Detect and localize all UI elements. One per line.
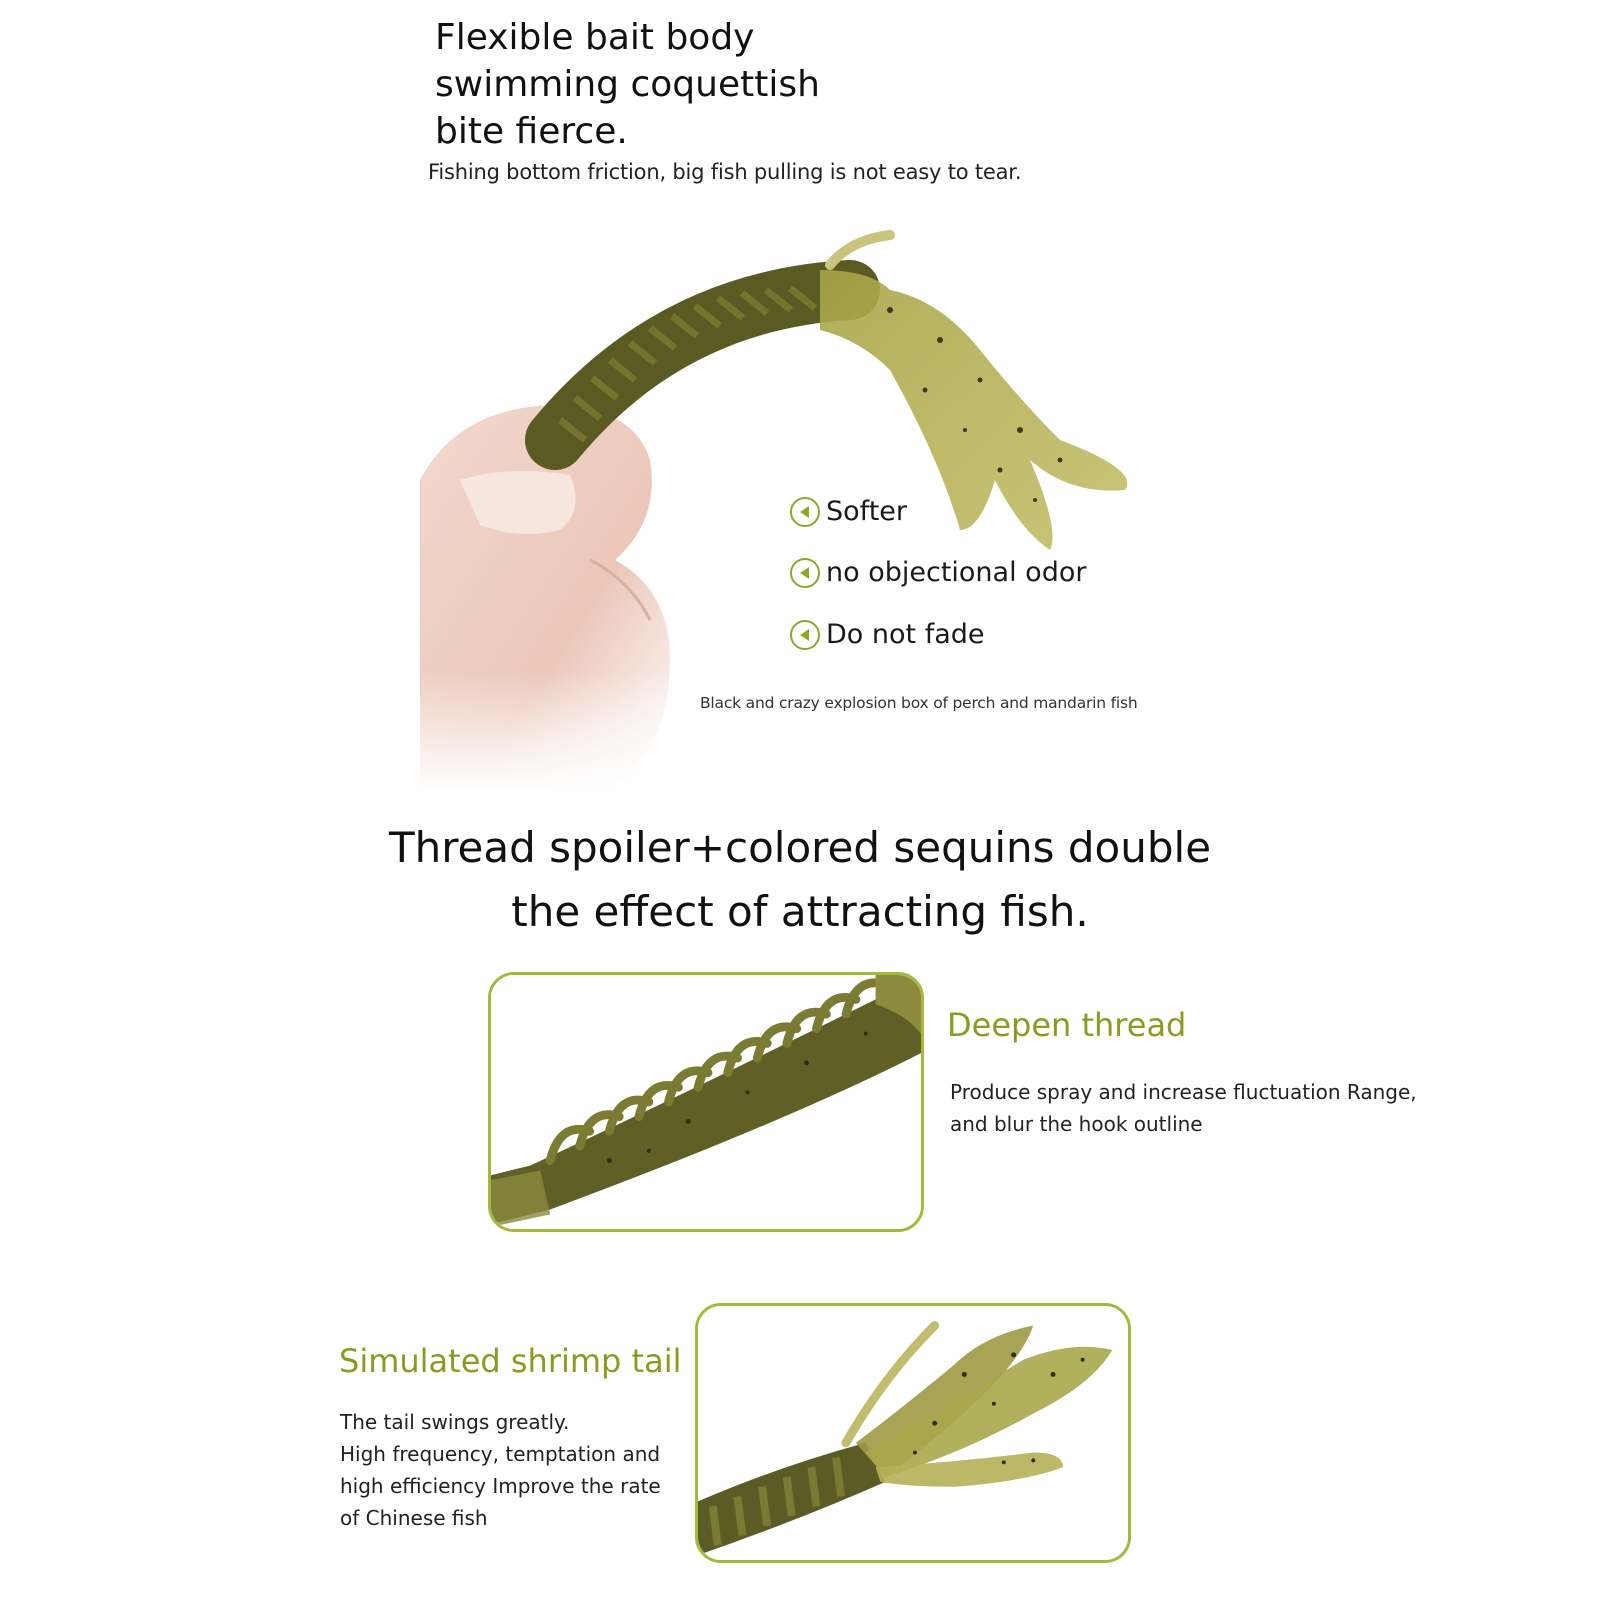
feature-label: no objectional odor [826,557,1087,588]
feature-label: Do not fade [826,619,985,650]
detail-desc-line: The tail swings greatly. [340,1410,570,1434]
chevron-left-circle-icon [790,620,820,650]
chevron-left-circle-icon [790,497,820,527]
shrimp-tail-closeup-photo [698,1306,1128,1560]
detail-desc-line: high efficiency Improve the rate [340,1474,661,1498]
chevron-left-circle-icon [790,558,820,588]
detail-desc-line: of Chinese fish [340,1506,488,1530]
hero-caption: Black and crazy explosion box of perch and mandarin fish [700,694,1138,712]
section-heading-line-1: Thread spoiler+colored sequins double [388,823,1212,872]
thread-closeup-card [488,972,924,1232]
hero-title-line-3: bite fierce. [435,111,628,152]
hero-subtitle: Fishing bottom friction, big fish pulling is not easy to tear. [428,160,1022,184]
feature-item-no-fade [790,619,985,650]
detail-desc-line: and blur the hook outline [950,1112,1203,1136]
section-heading [0,816,1600,944]
detail-desc-line: Produce spray and increase fluctuation Range, [950,1080,1417,1104]
hero-title-line-1: Flexible bait body [435,17,755,58]
detail-desc-deepen-thread [950,1076,1417,1140]
feature-label: Softer [826,496,907,527]
detail-title-shrimp-tail: Simulated shrimp tail [339,1342,682,1380]
hero-title [435,14,820,155]
detail-desc-shrimp-tail [340,1406,661,1534]
feature-item-no-odor [790,557,1086,588]
detail-desc-line: High frequency, temptation and [340,1442,661,1466]
feature-item-softer [790,496,907,527]
thread-closeup-photo [491,975,921,1229]
detail-title-deepen-thread: Deepen thread [947,1006,1187,1044]
section-heading-line-2: the effect of attracting fish. [511,887,1089,936]
shrimp-tail-closeup-card [695,1303,1131,1563]
hero-title-line-2: swimming coquettish [435,64,820,105]
